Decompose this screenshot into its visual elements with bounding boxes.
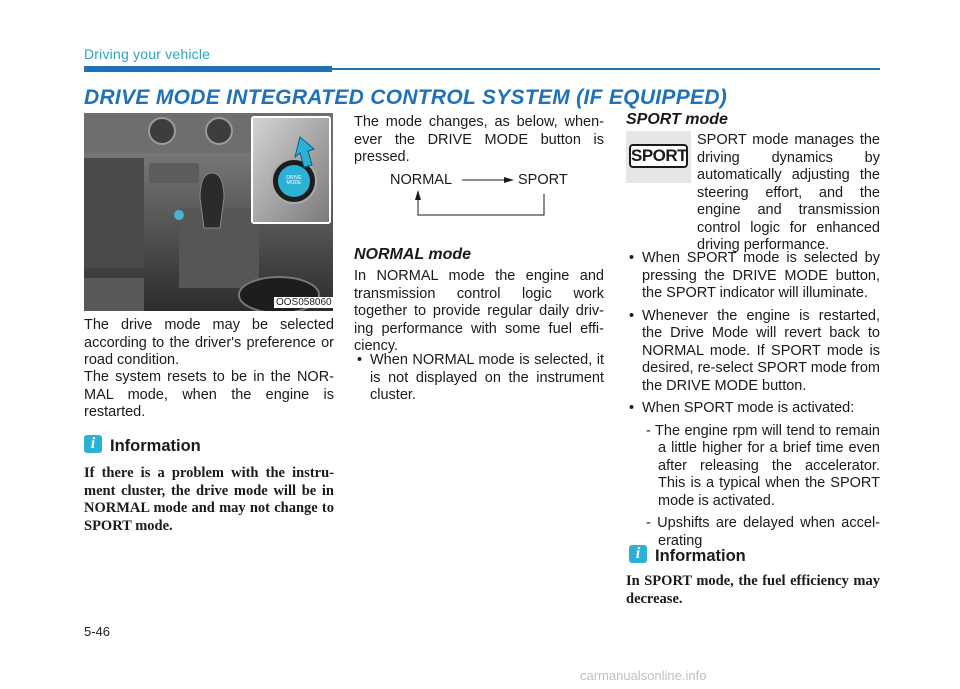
info-icon: i [84,435,102,453]
normal-bullets [354,352,604,410]
sport-bullet-2: • Whenever the engine is restarted, the Drive Mode will revert back to NORMAL mode. If SPORT mode is desired, re-select SPORT mode from the DRIVE MODE button. [626,308,880,396]
sport-mode-para: SPORT mode manages the driving dynamics by automatically adjusting the steering effort, and the engine and transmission control logic for enhanced driving performance. [697,132,880,253]
sport-badge: SPORT [629,144,688,168]
page-number: 5-46 [84,624,111,639]
sport-sub-1: - The engine rpm will tend to remain a little higher for a brief time even after releasing the accelerator. This is a typical when the SPORT mode is activated. [646,422,880,509]
section-title: Driving your vehicle [84,46,211,62]
drive-mode-button-label: DRIVE MODE [286,175,302,186]
normal-mode-para: In NORMAL mode the engine and transmission control logic work together to provide regular daily driv-ing performance with some fuel effi-ciency. [354,268,604,354]
header-rule [332,68,880,70]
figure-caption: OOS058060 [276,297,332,308]
diagram-sport-label: SPORT [518,172,568,188]
sport-sub-2: - Upshifts are delayed when accel-erating [646,515,880,549]
watermark: carmanualsonline.info [580,668,707,683]
mode-diagram [354,168,604,222]
header-bar [84,66,332,72]
col1-para2: The system resets to be in the NOR-MAL mode, when the engine is restarted. [84,369,334,420]
console-photo [84,113,333,311]
diagram-normal-label: NORMAL [390,172,453,188]
info-label: Information [110,437,201,455]
page-title: DRIVE MODE INTEGRATED CONTROL SYSTEM (IF EQUIPPED) [84,86,728,109]
col3-info-text: In SPORT mode, the fuel efficiency may decrease. [626,573,880,607]
sport-indicator-figure [626,131,691,183]
console-illustration [84,113,333,311]
diagram-arrows [354,168,604,222]
info-icon: i [629,545,647,563]
sport-bullet-1: • When SPORT mode is selected by pressing the DRIVE MODE button, the SPORT indicator will illuminate. [626,250,880,303]
sport-mode-heading: SPORT mode [626,111,728,128]
normal-bullet: • When NORMAL mode is selected, it is not displayed on the instrument cluster. [354,352,604,405]
sport-bullet-3: • When SPORT mode is activated: [626,400,880,418]
col1-para1: The drive mode may be selected according to the driver's preference or road condition. [84,317,334,368]
col2-intro: The mode changes, as below, when-ever the DRIVE MODE button is pressed. [354,114,604,165]
col1-info-text: If there is a problem with the instru-ment cluster, the drive mode will be in NORMAL mode and may not change to SPORT mode. [84,465,334,534]
normal-mode-heading: NORMAL mode [354,246,472,263]
sport-bullets-block [626,250,880,555]
info-label: Information [655,547,746,565]
